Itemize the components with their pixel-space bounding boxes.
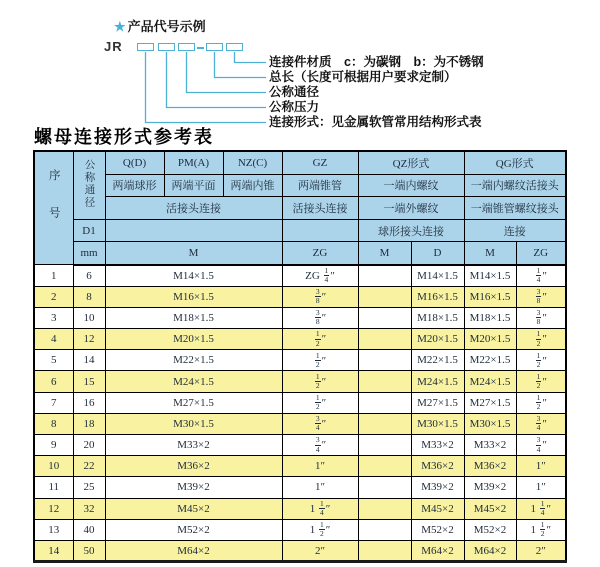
table-title: 螺母连接形式参考表 [34,127,214,147]
cell-gz: $\frac{1}{2}$ ″ [282,371,358,392]
cell-qz-m [358,540,411,561]
cell-qz-m [358,329,411,350]
header-nz-sub: 两端内锥 [223,174,282,197]
table-row [34,307,566,328]
cell-seq: 2 [34,286,73,307]
cell-qg-zg: $\frac{3}{4}$ ″ [516,434,566,455]
cell-m: M33×2 [105,434,282,455]
cell-qg-zg: $\frac{1}{2}$ ″ [516,329,566,350]
header-qz-m: M [358,242,411,265]
table-row [34,477,566,498]
cell-gz: 1 $\frac{1}{2}$ ″ [282,519,358,540]
star-icon: ★ [114,19,126,34]
header-gz: GZ [282,151,358,174]
header-qg-zg: ZG [516,242,566,265]
cell-qz-m [358,265,411,286]
cell-qg-m: M16×1.5 [464,286,516,307]
cell-m: M36×2 [105,456,282,477]
cell-gz: $\frac{1}{2}$ ″ [282,329,358,350]
cell-qg-zg: $\frac{3}{4}$ ″ [516,413,566,434]
cell-gz: $\frac{1}{2}$ ″ [282,350,358,371]
cell-m: M45×2 [105,498,282,519]
cell-qz-m [358,350,411,371]
header-pm-sub: 两端平面 [164,174,223,197]
header-q: Q(D) [105,151,164,174]
cell-qg-m: M36×2 [464,456,516,477]
cell-qz-d: M14×1.5 [411,265,464,286]
cell-seq: 14 [34,540,73,561]
section-title-text: 产品代号示例 [127,19,206,34]
cell-dn: 6 [73,265,105,286]
cell-m: M30×1.5 [105,413,282,434]
cell-dn: 25 [73,477,105,498]
cell-qg-zg: $\frac{3}{8}$ ″ [516,307,566,328]
header-gz-unit: ZG [282,242,358,265]
cell-dn: 22 [73,456,105,477]
table-row [34,350,566,371]
cell-dn: 32 [73,498,105,519]
cell-m: M16×1.5 [105,286,282,307]
cell-seq: 10 [34,456,73,477]
cell-qz-m [358,456,411,477]
header-nz: NZ(C) [223,151,282,174]
table-row [34,392,566,413]
cell-m: M14×1.5 [105,265,282,286]
cell-qz-d: M52×2 [411,519,464,540]
cell-seq: 4 [34,329,73,350]
table-row [34,413,566,434]
cell-gz: $\frac{3}{8}$ ″ [282,307,358,328]
cell-seq: 6 [34,371,73,392]
cell-qg-zg: 1″ [516,477,566,498]
table-row [34,456,566,477]
cell-qg-zg: $\frac{1}{4}$ ″ [516,265,566,286]
header-qg: QG形式 [464,151,566,174]
cell-m: M64×2 [105,540,282,561]
header-dn: 公称通径 [73,151,105,219]
cell-dn: 18 [73,413,105,434]
cell-dn: 15 [73,371,105,392]
header-union-conn: 活接头连接 [105,197,282,220]
cell-qz-d: M30×1.5 [411,413,464,434]
header-qg-conn: 连接 [464,219,566,242]
cell-seq: 1 [34,265,73,286]
cell-gz: ZG $\frac{1}{4}$ ″ [282,265,358,286]
cell-seq: 5 [34,350,73,371]
cell-dn: 50 [73,540,105,561]
cell-qg-zg: 2″ [516,540,566,561]
cell-m: M18×1.5 [105,307,282,328]
cell-seq: 3 [34,307,73,328]
header-qz: QZ形式 [358,151,464,174]
header-d1: D1 [73,219,105,242]
table-row [34,286,566,307]
cell-gz: 2″ [282,540,358,561]
cell-gz: $\frac{1}{2}$ ″ [282,392,358,413]
cell-qz-d: M33×2 [411,434,464,455]
cell-qg-m: M30×1.5 [464,413,516,434]
cell-qg-m: M20×1.5 [464,329,516,350]
cell-gz: $\frac{3}{4}$ ″ [282,413,358,434]
cell-qz-m [358,286,411,307]
cell-m: M52×2 [105,519,282,540]
table-row [34,498,566,519]
code-label-connection: 连接形式：见金属软管常用结构形式表 [269,115,482,129]
cell-qz-d: M22×1.5 [411,350,464,371]
cell-qz-d: M64×2 [411,540,464,561]
cell-qz-d: M20×1.5 [411,329,464,350]
header-blank-gz [282,219,358,242]
cell-qg-m: M39×2 [464,477,516,498]
cell-qz-d: M16×1.5 [411,286,464,307]
cell-dn: 20 [73,434,105,455]
code-label-list [269,55,484,130]
cell-dn: 12 [73,329,105,350]
cell-qg-zg: $\frac{1}{2}$ ″ [516,371,566,392]
cell-qg-zg: $\frac{1}{2}$ ″ [516,392,566,413]
cell-qz-d: M45×2 [411,498,464,519]
cell-qg-m: M22×1.5 [464,350,516,371]
cell-qg-m: M45×2 [464,498,516,519]
header-mm: mm [73,242,105,265]
code-label-length: 总长（长度可根据用户要求定制） [269,70,457,84]
cell-qz-m [358,307,411,328]
table-row [34,519,566,540]
header-qz-conn: 球形接头连接 [358,219,464,242]
cell-dn: 8 [73,286,105,307]
cell-seq: 8 [34,413,73,434]
cell-qg-m: M27×1.5 [464,392,516,413]
table-row [34,265,566,286]
header-pm: PM(A) [164,151,223,174]
cell-qz-m [358,477,411,498]
cell-qg-m: M18×1.5 [464,307,516,328]
nut-connection-table [33,150,567,563]
cell-qg-m: M24×1.5 [464,371,516,392]
cell-gz: $\frac{3}{4}$ ″ [282,434,358,455]
cell-qg-m: M64×2 [464,540,516,561]
cell-qz-m [358,413,411,434]
header-q-sub: 两端球形 [105,174,164,197]
cell-dn: 14 [73,350,105,371]
cell-gz: 1″ [282,477,358,498]
header-blank-left [105,219,282,242]
cell-qz-d: M36×2 [411,456,464,477]
table-row [34,329,566,350]
cell-qz-m [358,371,411,392]
header-gz-conn: 活接头连接 [282,197,358,220]
table-row [34,434,566,455]
cell-gz: $\frac{3}{8}$ ″ [282,286,358,307]
cell-seq: 12 [34,498,73,519]
cell-m: M24×1.5 [105,371,282,392]
header-qg-m: M [464,242,516,265]
header-seq: 序号 [34,151,73,265]
cell-seq: 9 [34,434,73,455]
header-qz-d: D [411,242,464,265]
cell-qg-m: M33×2 [464,434,516,455]
cell-m: M22×1.5 [105,350,282,371]
cell-seq: 7 [34,392,73,413]
cell-m: M20×1.5 [105,329,282,350]
product-code-prefix: JR [104,39,123,54]
cell-dn: 40 [73,519,105,540]
cell-gz: 1 $\frac{1}{4}$ ″ [282,498,358,519]
cell-qz-d: M18×1.5 [411,307,464,328]
cell-dn: 10 [73,307,105,328]
header-m-span: M [105,242,282,265]
table-body [34,265,566,562]
table-row [34,371,566,392]
cell-qg-zg: $\frac{1}{2}$ ″ [516,350,566,371]
header-qz-sub1: 一端内螺纹 [358,174,464,197]
cell-qg-m: M14×1.5 [464,265,516,286]
cell-qz-d: M24×1.5 [411,371,464,392]
cell-seq: 13 [34,519,73,540]
code-label-diameter: 公称通径 [269,85,320,99]
cell-seq: 11 [34,477,73,498]
cell-qg-zg: 1″ [516,456,566,477]
cell-qz-m [358,434,411,455]
cell-qz-m [358,519,411,540]
cell-qz-m [358,498,411,519]
cell-qz-d: M27×1.5 [411,392,464,413]
header-qz-sub2: 一端外螺纹 [358,197,464,220]
code-label-pressure: 公称压力 [269,100,320,114]
header-gz-sub: 两端锥管 [282,174,358,197]
cell-dn: 16 [73,392,105,413]
header-qg-sub1: 一端内螺纹活接头 [464,174,566,197]
table-header [34,151,566,265]
cell-qg-m: M52×2 [464,519,516,540]
cell-qg-zg: $\frac{3}{8}$ ″ [516,286,566,307]
cell-gz: 1″ [282,456,358,477]
cell-qz-d: M39×2 [411,477,464,498]
code-label-material: 连接件材质 c：为碳钢 b：为不锈钢 [269,55,484,69]
table-row [34,540,566,561]
cell-m: M27×1.5 [105,392,282,413]
cell-qz-m [358,392,411,413]
cell-m: M39×2 [105,477,282,498]
cell-qg-zg: 1 $\frac{1}{4}$ ″ [516,498,566,519]
cell-qg-zg: 1 $\frac{1}{2}$ ″ [516,519,566,540]
header-qg-sub2: 一端锥管螺纹接头 [464,197,566,220]
